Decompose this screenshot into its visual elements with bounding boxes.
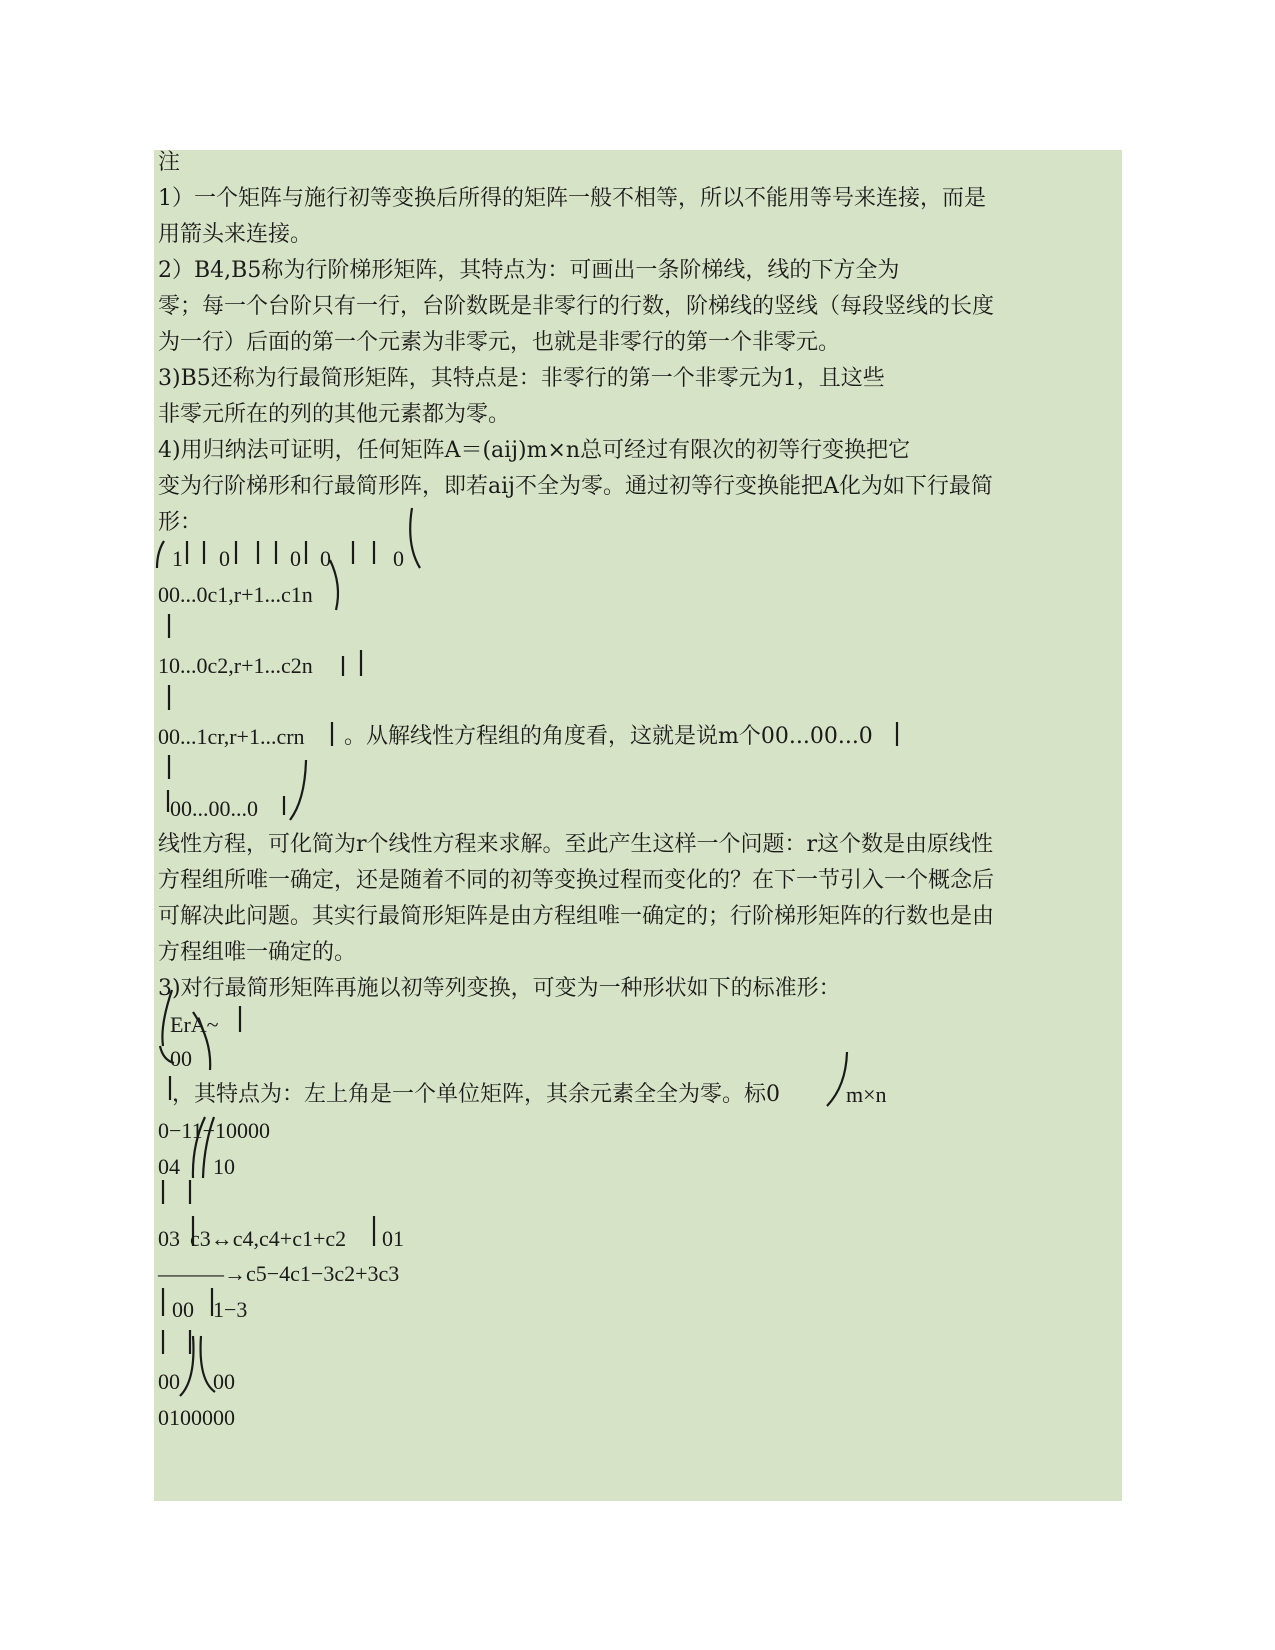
paragraph-5-line-3: 可解决此问题。其实行最简形矩阵是由方程组唯一确定的；行阶梯形矩阵的行数也是由 [158, 904, 995, 929]
standard-form-middle: 00 [170, 1046, 192, 1071]
matrix-entry: 1 [172, 546, 183, 571]
example-line-2-b: 10 [213, 1154, 235, 1179]
matrix-row-3: 00...1cr,r+1...crn [158, 724, 305, 749]
paragraph-4-line-3: 形： [158, 510, 203, 535]
example-arrow-line: ———→c5−4c1−3c2+3c3 [158, 1261, 400, 1286]
matrix-entry: 0 [320, 546, 331, 571]
example-line-6-b: 00 [213, 1369, 235, 1394]
paragraph-5-line-2: 方程组所唯一确定，还是随着不同的初等变换过程而变化的？在下一节引入一个概念后 [158, 868, 995, 893]
paragraph-4-line-2: 变为行阶梯形和行最简形阵，即若aij不全为零。通过初等行变换能把A化为如下行最简 [158, 474, 993, 499]
standard-form-size: m×n [846, 1082, 887, 1107]
paragraph-1-line-1: 1）一个矩阵与施行初等变换后所得的矩阵一般不相等，所以不能用等号来连接，而是 [158, 186, 986, 211]
paragraph-6: 3)对行最简形矩阵再施以初等列变换，可变为一种形状如下的标准形： [158, 976, 841, 1001]
example-line-6: 00 [158, 1369, 180, 1394]
paragraph-1-line-2: 用箭头来连接。 [158, 222, 313, 247]
paragraph-2-line-3: 为一行）后面的第一个元素为非零元，也就是非零行的第一个非零元。 [158, 330, 841, 355]
standard-form-description: ，其特点为：左上角是一个单位矩阵，其余元素全全为零。标0 [172, 1082, 780, 1107]
example-line-5: 00 [172, 1297, 194, 1322]
note-heading: 注 [158, 150, 181, 175]
paragraph-5-line-4: 方程组唯一确定的。 [158, 940, 357, 965]
example-line-2: 04 [158, 1154, 180, 1179]
matrix-entry: 0 [290, 546, 301, 571]
example-line-7: 0100000 [158, 1405, 235, 1430]
matrix-entry: 0 [393, 546, 404, 571]
standard-form-top: ErA~ [170, 1012, 219, 1037]
matrix-row-3-tail: 。从解线性方程组的角度看，这就是说m个00...00...0 [344, 724, 873, 749]
matrix-row-1: 00...0c1,r+1...c1n [158, 582, 313, 607]
example-line-1: 0−11−10000 [158, 1118, 270, 1143]
example-line-3-b: c3↔c4,c4+c1+c2 [190, 1226, 347, 1251]
matrix-row-4: 00...00...0 [170, 796, 258, 821]
paragraph-3-line-2: 非零元所在的列的其他元素都为零。 [158, 402, 511, 427]
paragraph-5-line-1: 线性方程，可化简为r个线性方程来求解。至此产生这样一个问题：r这个数是由原线性 [158, 832, 994, 857]
paragraph-2-line-2: 零；每一个台阶只有一行，台阶数既是非零行的行数，阶梯线的竖线（每段竖线的长度 [158, 294, 995, 319]
example-line-3-c: 01 [382, 1226, 404, 1251]
paragraph-3-line-1: 3)B5还称为行最简形矩阵，其特点是：非零行的第一个非零元为1，且这些 [158, 366, 885, 391]
example-line-3: 03 [158, 1226, 180, 1251]
matrix-row-2: 10...0c2,r+1...c2n [158, 653, 313, 678]
paragraph-4-line-1: 4)用归纳法可证明，任何矩阵A＝(aij)m×n总可经过有限次的初等行变换把它 [158, 438, 911, 463]
matrix-entry: 0 [219, 546, 230, 571]
example-line-5-b: 1−3 [213, 1297, 248, 1322]
paragraph-2-line-1: 2）B4,B5称为行阶梯形矩阵，其特点为：可画出一条阶梯线，线的下方全为 [158, 258, 900, 283]
